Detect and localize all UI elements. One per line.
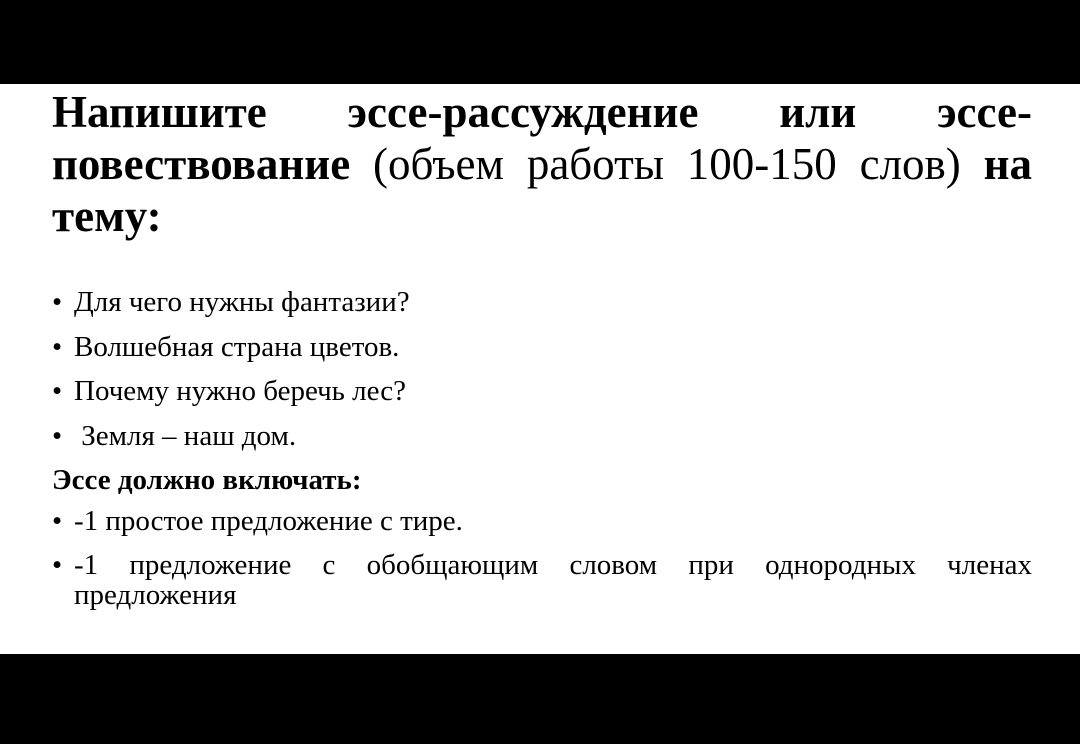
list-item: [52, 282, 1032, 327]
slide-heading: [52, 86, 1032, 242]
slide: [0, 84, 1080, 654]
requirements-heading: Эссе должно включать:: [52, 464, 362, 496]
bullet-icon: •: [52, 505, 63, 537]
requirement-text: -1 простое предложение с тире.: [74, 505, 463, 537]
topic-text: Для чего нужны фантазии?: [74, 286, 410, 318]
requirement-text: -1 предложение с обобщающим словом при однородных членах предложения: [74, 549, 1032, 611]
list-item: [52, 416, 1032, 461]
list-item: [52, 550, 1032, 610]
heading-normal-part: (объем работы 100-150 слов): [373, 139, 961, 189]
topics-list: [52, 282, 1032, 460]
requirements-list: [52, 506, 1032, 610]
bottom-black-bar: [0, 654, 1080, 744]
bullet-icon: •: [52, 549, 63, 581]
list-item: [52, 327, 1032, 372]
bullet-icon: •: [52, 330, 63, 363]
topic-text: Волшебная страна цветов.: [74, 330, 400, 363]
list-item: [52, 371, 1032, 416]
heading-bold-part: Напишите эссе-рассуждение или эссе-повествование: [52, 87, 1032, 189]
topic-text: Земля – наш дом.: [74, 419, 297, 452]
topic-text: Почему нужно беречь лес?: [74, 375, 406, 407]
top-black-bar: [0, 0, 1080, 84]
heading-bold-tail: на тему:: [52, 139, 1033, 241]
bullet-icon: •: [52, 286, 63, 318]
list-item: [52, 506, 1032, 536]
bullet-icon: •: [52, 375, 63, 407]
bullet-icon: •: [52, 419, 63, 452]
